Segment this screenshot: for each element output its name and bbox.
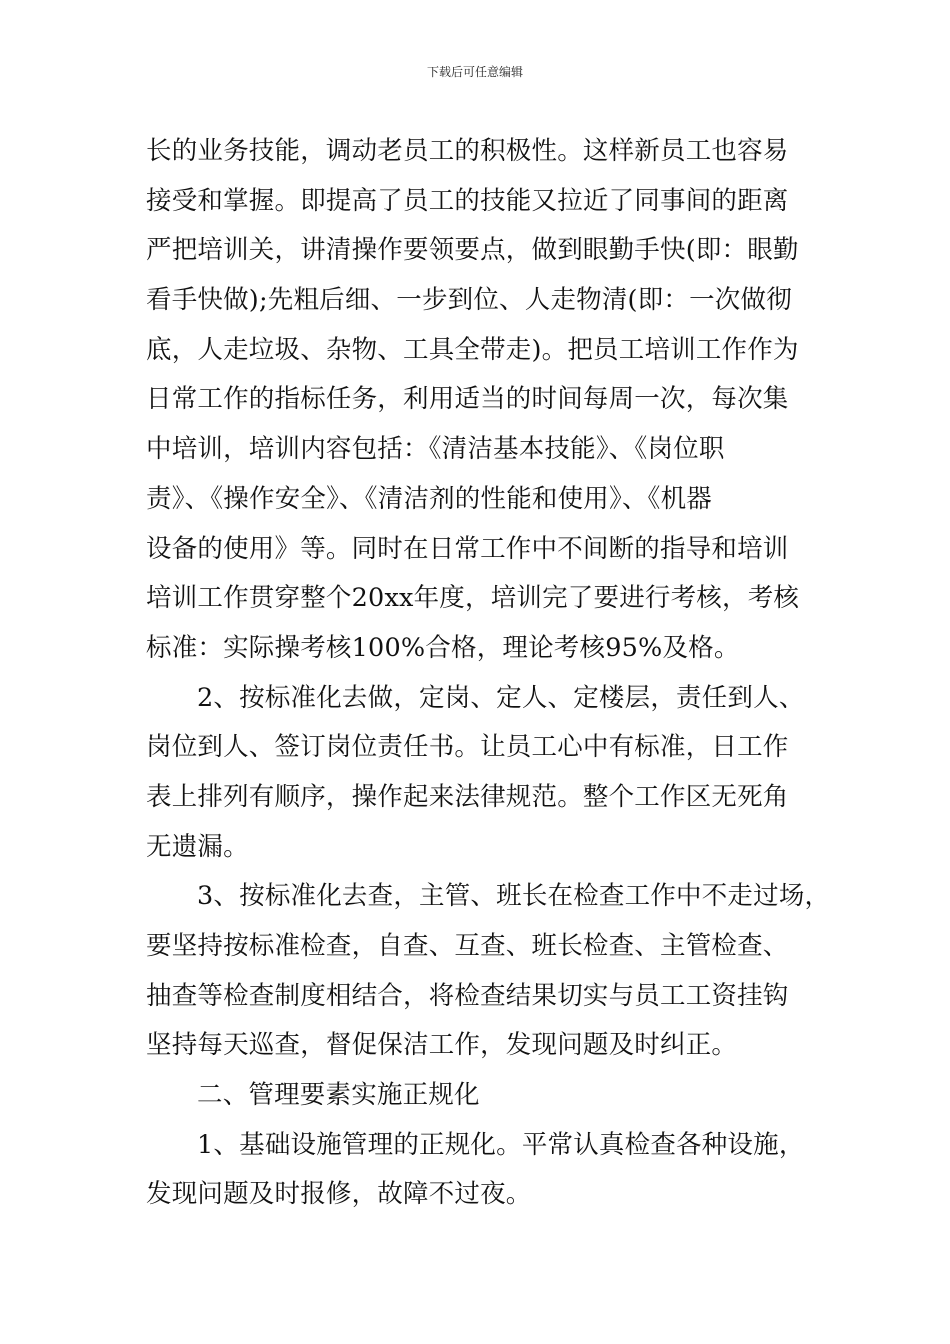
text-line: 严把培训关，讲清操作要领要点，做到眼勤手快(即：眼勤 [146,235,799,266]
text-line: 岗位到人、签订岗位责任书。让员工心中有标准，日工作 [146,732,789,763]
text-line: 看手快做);先粗后细、一步到位、人走物清(即：一次做彻 [146,285,792,316]
text-line: 发现问题及时报修，故障不过夜。 [146,1179,532,1210]
text-line: 2、按标准化去做，定岗、定人、定楼层，责任到人、 [197,682,805,713]
text-line: 标准：实际操考核100%合格，理论考核95%及格。 [146,632,740,663]
section-heading: 二、管理要素实施正规化 [197,1080,480,1111]
text-line: 中培训，培训内容包括：《清洁基本技能》、《岗位职 [146,434,725,465]
text-line: 抽查等检查制度相结合，将检查结果切实与员工工资挂钩 [146,980,789,1011]
page-header: 下载后可任意编辑 [426,65,523,79]
text-line: 设备的使用》等。同时在日常工作中不间断的指导和培训 [146,533,789,564]
text-line: 无遗漏。 [146,831,249,862]
text-line: 1、基础设施管理的正规化。平常认真检查各种设施， [197,1129,805,1160]
text-line: 日常工作的指标任务，利用适当的时间每周一次，每次集 [146,384,789,415]
document-body [146,127,846,1220]
text-line: 要坚持按标准检查，自查、互查、班长检查、主管检查、 [146,931,789,961]
text-line: 培训工作贯穿整个20xx年度，培训完了要进行考核，考核 [146,583,800,614]
text-line: 表上排列有顺序，操作起来法律规范。整个工作区无死角 [146,781,789,812]
text-line: 接受和掌握。即提高了员工的技能又拉近了同事间的距离 [146,185,789,216]
text-line: 长的业务技能，调动老员工的积极性。这样新员工也容易 [146,136,789,166]
text-line: 3、按标准化去查，主管、班长在检查工作中不走过场， [197,881,831,912]
text-line: 责》、《操作安全》、《清洁剂的性能和使用》、《机器 [146,483,713,514]
text-line: 坚持每天巡查，督促保洁工作，发现问题及时纠正。 [146,1030,738,1061]
text-line: 底，人走垃圾、杂物、工具全带走)。把员工培训工作作为 [146,334,799,365]
